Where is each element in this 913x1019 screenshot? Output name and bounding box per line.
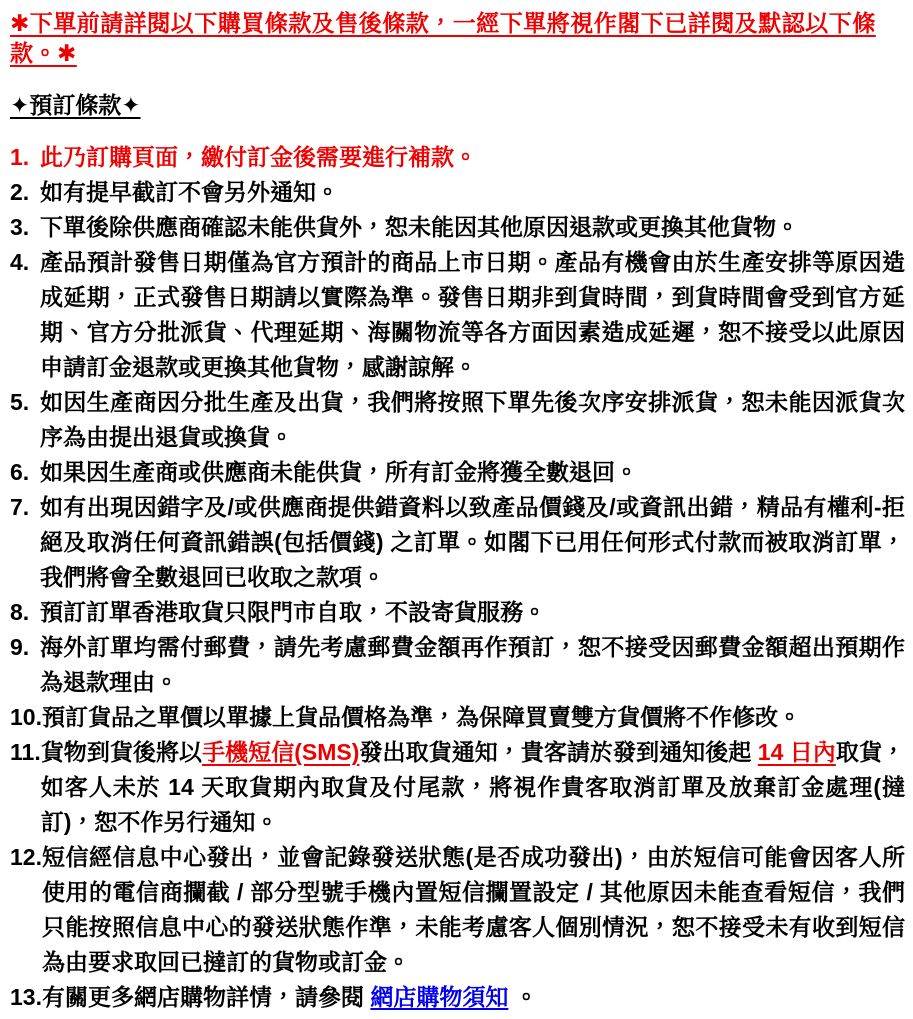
- section-title: [10, 90, 907, 120]
- term-text: [41, 735, 907, 840]
- term-number: 13.: [10, 984, 42, 1010]
- term-text: [40, 490, 907, 595]
- term-segment: 如果因生產商或供應商未能供貨，所有訂金將獲全數退回。: [40, 459, 638, 485]
- term-number: 6.: [10, 459, 30, 485]
- purchase-notice: [10, 8, 907, 68]
- term-item-1: [10, 140, 907, 175]
- term-segment: 發出取貨通知，貴客請於發到通知後起: [359, 739, 758, 765]
- term-text: [40, 595, 907, 630]
- red-highlight-text: 14 日內: [757, 739, 836, 765]
- term-text: [40, 175, 907, 210]
- term-item-8: [10, 595, 907, 630]
- term-number: 11.: [10, 739, 41, 765]
- terms-list: [10, 140, 907, 1015]
- term-segment: 如有出現因錯字及/或供應商提供錯資料以致產品價錢及/或資訊出錯，精品有權利-拒絕及取消任何資訊錯誤(包括價錢) 之訂單。如閣下已用任何形式付款而被取消訂單，我們將會全數退回已收取之款項。: [40, 494, 905, 590]
- red-highlight-text: 手機短信(SMS): [202, 739, 360, 765]
- term-text: [42, 980, 907, 1015]
- term-segment: 有關更多網店購物詳情，請參閱: [41, 984, 371, 1010]
- term-item-5: [10, 385, 907, 455]
- term-number: 3.: [10, 214, 30, 240]
- term-text: [40, 245, 907, 385]
- term-item-10: [10, 700, 907, 735]
- term-number: 2.: [10, 179, 30, 205]
- term-text: [40, 630, 907, 700]
- term-number: 8.: [10, 599, 30, 625]
- term-item-11: [10, 735, 907, 840]
- term-item-6: [10, 455, 907, 490]
- term-number: 7.: [10, 494, 30, 520]
- term-number: 5.: [10, 389, 30, 415]
- term-number: 12.: [10, 844, 42, 870]
- term-segment: 如有提早截訂不會另外通知。: [40, 179, 339, 205]
- shop-guide-link[interactable]: 網店購物須知: [370, 984, 509, 1010]
- term-item-2: [10, 175, 907, 210]
- term-number: 4.: [10, 249, 30, 275]
- term-segment: 海外訂單均需付郵費，請先考慮郵費金額再作預訂，恕不接受因郵費金額超出預期作為退款理由。: [40, 634, 905, 695]
- term-number: 10.: [10, 704, 42, 730]
- term-item-7: [10, 490, 907, 595]
- term-segment: 取貨，如客人未於 14 天取貨期內取貨及付尾款，將視作貴客取消訂單及放棄訂金處理(撻訂)，恕不作另行通知。: [40, 739, 906, 835]
- term-segment: 產品預計發售日期僅為官方預計的商品上市日期。產品有機會由於生產安排等原因造成延期，正式發售日期請以實際為準。發售日期非到貨時間，到貨時間會受到官方延期、官方分批派貨、代理延期、海關物流等各方面因素造成延遲，恕不接受以此原因申請訂金退款或更換其他貨物，感謝諒解。: [40, 249, 905, 380]
- term-segment: 如因生產商因分批生產及出貨，我們將按照下單先後次序安排派貨，恕未能因派貨次序為由提出退貨或換貨。: [40, 389, 905, 450]
- term-segment: 預訂訂單香港取貨只限門市自取，不設寄貨服務。: [40, 599, 546, 625]
- term-number: 1.: [10, 144, 30, 170]
- term-text: [40, 210, 907, 245]
- purchase-notice-text: ✱下單前請詳閱以下購買條款及售後條款，一經下單將視作閣下已詳閱及默認以下條款。✱: [10, 10, 876, 66]
- term-text: [40, 140, 907, 175]
- term-text: [40, 385, 907, 455]
- term-segment: 此乃訂購頁面，繳付訂金後需要進行補款。: [40, 144, 477, 170]
- term-text: [42, 700, 907, 735]
- term-segment: 短信經信息中心發出，並會記錄發送狀態(是否成功發出)，由於短信可能會因客人所使用的電信商攔截 / 部分型號手機內置短信攔置設定 / 其他原因未能查看短信，我們只能按照信息中心的發送狀態作準，未能考慮客人個別情況，恕不接受未有收到短信為由要求取回已撻訂的貨物或訂金。: [41, 844, 905, 975]
- term-item-9: [10, 630, 907, 700]
- term-segment: 貨物到貨後將以: [40, 739, 203, 765]
- term-number: 9.: [10, 634, 30, 660]
- term-item-3: [10, 210, 907, 245]
- term-text: [40, 455, 907, 490]
- term-text: [42, 840, 907, 980]
- term-item-12: [10, 840, 907, 980]
- section-title-text: ✦預訂條款✦: [10, 92, 141, 118]
- term-segment: 預訂貨品之單價以單據上貨品價格為準，為保障買賣雙方貨價將不作修改。: [41, 704, 801, 730]
- term-item-13: [10, 980, 907, 1015]
- term-item-4: [10, 245, 907, 385]
- term-segment: 。: [508, 984, 538, 1010]
- term-segment: 下單後除供應商確認未能供貨外，恕未能因其他原因退款或更換其他貨物。: [40, 214, 799, 240]
